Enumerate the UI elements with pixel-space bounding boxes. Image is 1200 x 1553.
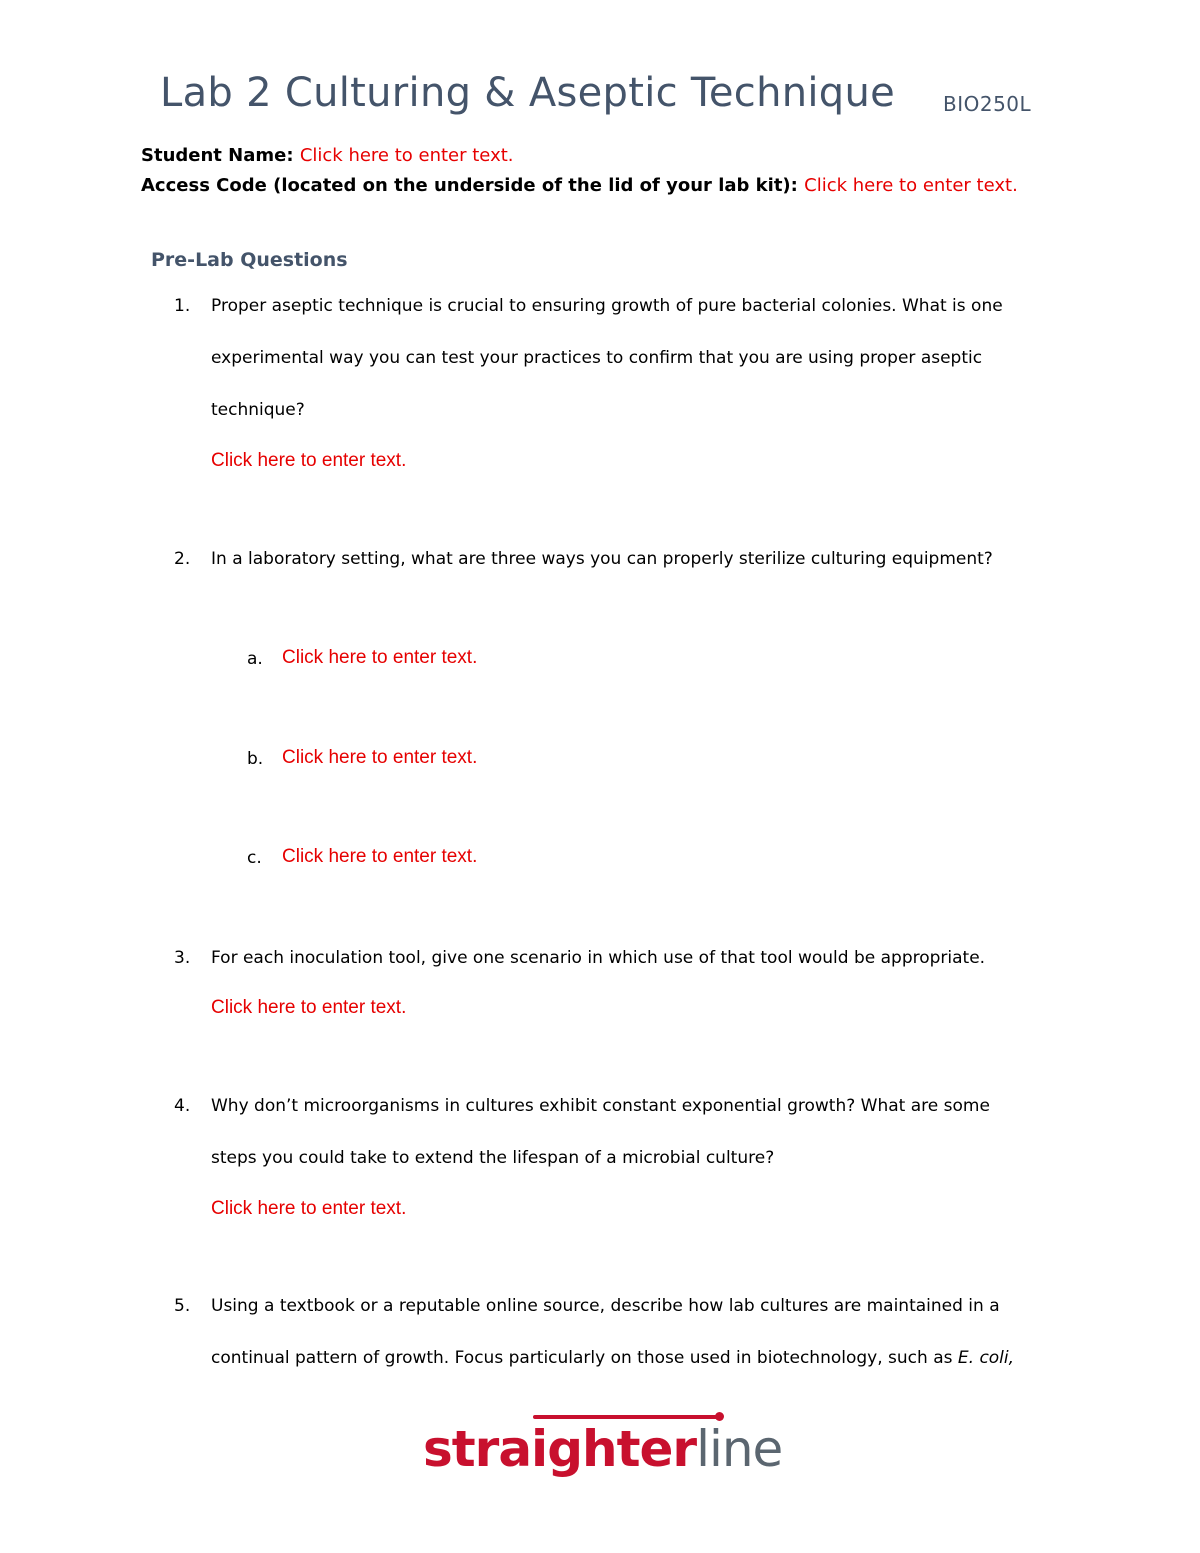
question-2-line-1: In a laboratory setting, what are three ways you can properly sterilize culturing equipment? xyxy=(211,549,993,569)
question-5-italic-term: E. coli, xyxy=(957,1348,1015,1368)
question-3-number: 3. xyxy=(174,948,191,968)
question-3-line-1: For each inoculation tool, give one scenario in which use of that tool would be appropriate. xyxy=(211,948,986,968)
document-title: Lab 2 Culturing & Aseptic Technique xyxy=(160,70,896,116)
student-name-row xyxy=(141,145,514,166)
question-2c-letter: c. xyxy=(247,848,262,868)
student-name-label: Student Name: xyxy=(141,145,294,166)
question-2c-answer-field[interactable]: Click here to enter text. xyxy=(282,846,478,867)
course-code: BIO250L xyxy=(943,92,1032,116)
question-1-line-2: experimental way you can test your practices to confirm that you are using proper aseptic xyxy=(211,348,983,368)
student-name-field[interactable]: Click here to enter text. xyxy=(299,145,514,166)
question-4-line-2: steps you could take to extend the lifespan of a microbial culture? xyxy=(211,1148,775,1168)
question-2b-answer-field[interactable]: Click here to enter text. xyxy=(282,747,478,768)
access-code-field[interactable]: Click here to enter text. xyxy=(804,175,1018,196)
question-1-line-3: technique? xyxy=(211,400,305,420)
question-2b-letter: b. xyxy=(247,749,264,769)
question-4-line-1: Why don’t microorganisms in cultures exhibit constant exponential growth? What are some xyxy=(211,1096,990,1116)
question-2a-answer-field[interactable]: Click here to enter text. xyxy=(282,647,478,668)
question-5-line-1: Using a textbook or a reputable online source, describe how lab cultures are maintained in a xyxy=(211,1296,1000,1316)
section-heading: Pre-Lab Questions xyxy=(151,249,348,271)
question-5-line-2-text: continual pattern of growth. Focus particularly on those used in biotechnology, such as xyxy=(211,1348,953,1368)
question-5-line-2 xyxy=(211,1348,1014,1368)
question-1-line-1: Proper aseptic technique is crucial to ensuring growth of pure bacterial colonies. What is one xyxy=(211,296,1003,316)
logo-part-line: line xyxy=(696,1420,783,1478)
question-4-number: 4. xyxy=(174,1096,191,1116)
logo-wordmark xyxy=(423,1420,782,1478)
question-2a-letter: a. xyxy=(247,649,263,669)
access-code-label: Access Code (located on the underside of the lid of your lab kit): xyxy=(141,175,798,196)
straighterline-logo xyxy=(423,1415,783,1485)
question-1-answer-field[interactable]: Click here to enter text. xyxy=(211,450,407,471)
logo-accent-bar xyxy=(533,1415,719,1419)
question-1-number: 1. xyxy=(174,296,191,316)
question-4-answer-field[interactable]: Click here to enter text. xyxy=(211,1198,407,1219)
access-code-row xyxy=(141,175,1018,196)
question-2-number: 2. xyxy=(174,549,191,569)
logo-part-straighter: straighter xyxy=(423,1420,697,1478)
question-3-answer-field[interactable]: Click here to enter text. xyxy=(211,997,407,1018)
question-5-number: 5. xyxy=(174,1296,191,1316)
